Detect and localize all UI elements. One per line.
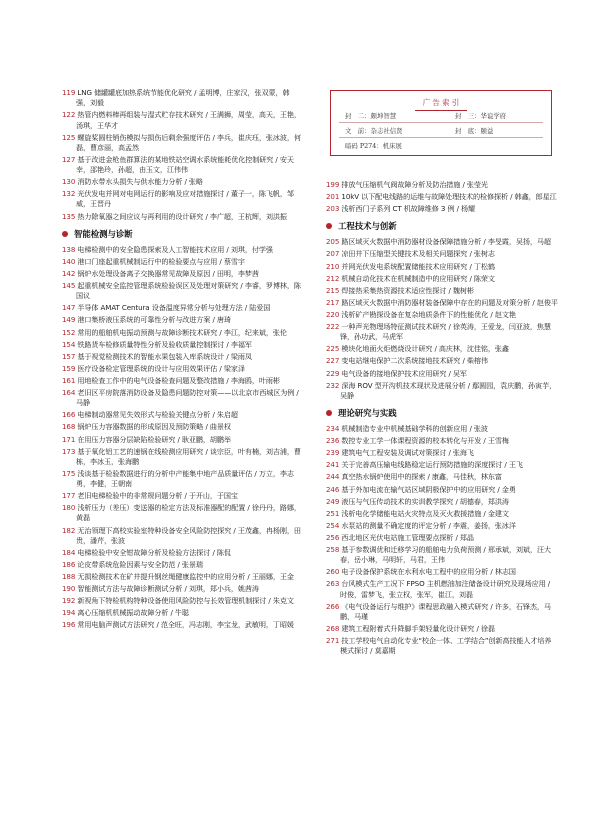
page-number: 207 (326, 249, 340, 259)
entry-title: 论皮带系统危险因素与安全防范 / 张景瑞 (77, 559, 203, 569)
page-number: 244 (326, 472, 340, 482)
page-number: 157 (62, 351, 76, 361)
toc-entry (326, 274, 558, 284)
bullet-dot-icon (326, 223, 332, 229)
entry-title: 锅炉水处理设备离子交换器常见故障及原因 / 田明，李梦茜 (77, 268, 259, 278)
page-number: 173 (62, 446, 76, 456)
ad-divider (339, 137, 543, 138)
toc-entry (326, 533, 558, 543)
ad-index-title: 广 告 索 引 (415, 95, 468, 111)
toc-entry (62, 410, 302, 420)
toc-entry (326, 602, 558, 622)
page-number: 251 (326, 508, 340, 518)
entry-title: 在用压力容器分层缺陷检验研究 / 耿亚鹏，胡鹏举 (77, 434, 231, 444)
page-number: 130 (62, 177, 76, 187)
page-number: 159 (62, 363, 76, 373)
page-number: 180 (62, 503, 76, 513)
toc-entry (62, 447, 302, 467)
section-title: 理论研究与实践 (338, 408, 397, 419)
entry-title: 智能测试方法与故障诊断测试分析 / 刘琪，郑小兵，姚茜涛 (77, 584, 259, 594)
toc-entry (326, 424, 558, 434)
toc-entry (326, 344, 558, 354)
entry-title: 液压与气压传动技术的实训教学探究 / 胡德春，郑洪涛 (341, 496, 509, 506)
ad-entry: 暗码 P274：机床展 (345, 142, 402, 150)
entry-title: 无治领理下高校实验室特种设备安全风险防控探究 / 王茂鑫，冉杨刚，田贵，潘芹，张波 (76, 525, 301, 545)
entry-title: 一种声光物理场特征测试技术研究 / 徐英涛，王爱龙，闫亚波，焦慧锋，孙功武，马虎军 (340, 322, 551, 342)
toc-entry (62, 189, 302, 209)
page-number: 246 (326, 484, 340, 494)
entry-title: 常用的船舶机电振动预测与故障诊断技术研究 / 李江，纪来斌，张伦 (77, 327, 287, 337)
entry-title: LNG 储罐罐底加热系统节能优化研究 / 孟明博，庄家汉，张双蒙，韩强，刘毅 (76, 88, 290, 108)
entry-title: 浅析西门子系列 CT 机故障维修 3 例 / 杨耀 (341, 204, 476, 214)
ad-entry: 文 前：杂志社信贤 (345, 127, 403, 135)
toc-entry (62, 88, 302, 108)
toc-entry (326, 180, 558, 190)
bullet-dot-icon (326, 410, 332, 416)
page-number: 205 (326, 237, 340, 247)
page-number: 256 (326, 532, 340, 542)
toc-entry (62, 110, 302, 130)
toc-entry (326, 448, 558, 458)
entry-title: 电气设备的接地保护技术应用研究 / 吴军 (341, 368, 467, 378)
bullet-dot-icon (62, 231, 68, 237)
toc-entry (326, 192, 558, 202)
toc-entry (62, 435, 302, 445)
entry-title: 铁路货车检修质量特性分析及验收质量控制探讨 / 李福军 (77, 339, 252, 349)
toc-entry (326, 472, 558, 482)
entry-title: 基于外加电流在输气站区域阴极保护中的应用研究 / 金勇 (341, 484, 516, 494)
page-number: 186 (62, 559, 76, 569)
entry-title: 光伏发电并网对电网运行的影响及应对措施探讨 / 董子一，陈飞帆，邹威，王晋丹 (76, 189, 294, 209)
toc-entry (62, 376, 302, 386)
entry-title: 焊接热采集热资源技术适应性探讨 / 魏树彬 (341, 285, 474, 295)
page-number: 229 (326, 368, 340, 378)
entry-list (62, 88, 302, 222)
page-number: 217 (326, 297, 340, 307)
toc-entry (62, 560, 302, 570)
page-number: 210 (326, 261, 340, 271)
entry-title: 基于氧化铝工艺的速锅在线检测应用研究 / 谈宗臣，叶有楠，刘吉浦，曹栋，李冰玉，张海鹏 (76, 446, 301, 466)
toc-entry (326, 545, 558, 565)
page-number: 138 (62, 244, 76, 254)
entry-title: 电梯制动器常见失效形式与检验关键点分析 / 朱启超 (77, 410, 238, 420)
page-number: 212 (326, 273, 340, 283)
page-number: 147 (62, 303, 76, 313)
entry-title: 起重机械安全监控管理系统检验误区及处理对策研究 / 李睿，罗博林，陈国议 (76, 281, 301, 301)
toc-entry (326, 381, 558, 401)
entry-title: 医疗设备检定管理系统的设计与应用效果评估 / 梁家泽 (77, 363, 245, 373)
toc-entry (62, 155, 302, 175)
section-heading (326, 220, 558, 232)
page-number: 119 (62, 88, 76, 97)
entry-title: 并网光伏发电系统配置储能技术应用研究 / 丁松鹤 (341, 261, 495, 271)
page-number: 142 (62, 268, 76, 278)
page-number: 268 (326, 623, 340, 633)
entry-title: 机械自动化技术在机械制造中的应用研究 / 陈荣文 (341, 273, 495, 283)
page-number: 127 (62, 154, 76, 164)
toc-entry (62, 281, 302, 301)
toc-entry (326, 521, 558, 531)
page-number: 215 (326, 285, 340, 295)
entry-list (326, 424, 558, 656)
entry-title: 离心压缩机机械振动故障分析 / 牛聪 (77, 608, 189, 618)
page-number: 164 (62, 388, 76, 398)
toc-entry (326, 485, 558, 495)
entry-title: 用地检查工作中的电气设备检查问题及整改措施 / 李海鸥，叶雨彬 (77, 375, 280, 385)
entry-title: 常用电脑声测试方法研究 / 范全旺，冯志刚，李宝龙，武敏明，丁昭媛 (77, 620, 294, 630)
page-number: 222 (326, 322, 340, 332)
toc-entry (326, 636, 558, 656)
toc-entry (62, 352, 302, 362)
toc-entry (62, 608, 302, 618)
entry-title: 电梯检测中的安全隐患探索及人工智能技术应用 / 刘琪，付学强 (77, 244, 273, 254)
page-number: 125 (62, 132, 76, 142)
page-number: 249 (326, 496, 340, 506)
entry-list (62, 245, 302, 631)
ad-entry: 封 二：颇坤智慧 (345, 112, 397, 120)
toc-entry (326, 322, 558, 342)
page-number: 199 (326, 180, 340, 189)
entry-title: 浅析电化学储能电站火灾特点及灭火救援措施 / 金建文 (341, 508, 509, 518)
page-number: 140 (62, 256, 76, 266)
entry-title: 路区域灭火数据中消防器材设备保障措施分析 / 李旻霞，吴扬，马超 (341, 237, 551, 247)
page-number: 149 (62, 315, 76, 325)
ad-entry: 封 三：华谊学府 (455, 112, 507, 120)
entry-title: 10kV 以下配电线路的运维与故障处理技术的检修探析 / 韩鑫，郎星江 (341, 192, 557, 202)
page-number: 227 (326, 356, 340, 366)
page-number: 154 (62, 339, 76, 349)
toc-entry (62, 388, 302, 408)
page-number: 168 (62, 422, 76, 432)
toc-entry (326, 497, 558, 507)
section-heading (326, 407, 558, 419)
page-number: 166 (62, 410, 76, 420)
entry-title: 浅析压力（差压）变送器的检定方法及标准器配的配置 / 徐丹丹，路娜，黄磊 (76, 503, 301, 523)
section-title: 智能检测与诊断 (74, 228, 133, 239)
toc-entry (326, 237, 558, 247)
page-number: 271 (326, 636, 340, 646)
entry-title: 《电气设备运行与维护》课程思政融入模式研究 / 许多，石锋杰，马鹏，马瑾 (340, 601, 551, 621)
page-number: 194 (62, 608, 76, 618)
page-number: 203 (326, 204, 340, 214)
entry-title: 锅炉压力容器数据的形成原因及预防策略 / 曲景权 (77, 422, 231, 432)
entry-title: 建筑工程附着式升降脚手架轻量化设计研究 / 徐磊 (341, 623, 495, 633)
entry-title: 模块化地面火炬燃烧设计研究 / 高庆林，沈佳铭，张鑫 (341, 344, 509, 354)
toc-entry (62, 469, 302, 489)
page-number: 184 (62, 547, 76, 557)
page-number: 171 (62, 434, 76, 444)
left-column (62, 88, 302, 633)
toc-entry (326, 579, 558, 599)
entry-title: 关于完善高压输电线路稳定运行预防措施的深度探讨 / 王飞 (341, 460, 523, 470)
page-number: 196 (62, 620, 76, 630)
page-number: 254 (326, 520, 340, 530)
entry-title: 无损检测技术在矿井提升钢丝绳健康监控中的应用分析 / 王丽娜，王金 (77, 572, 294, 582)
page-number: 258 (326, 544, 340, 554)
entry-title: 基于参数调优和迁移学习的船舶电力负荷预测 / 邢承斌，刘斌，汪大春，岳小琳，马明轩，马君，王伟 (340, 544, 551, 565)
entry-title: 数控专业工学一体课程资源的校本转化与开发 / 王雪梅 (341, 436, 509, 446)
entry-title: 技工学校电气自动化专业“校企一体、工学结合”创新高技能人才培养模式探讨 / 莫嘉期 (340, 636, 552, 656)
entry-title: 浅谈基于检验数据进行的分析中产能集中地产品质量评估 / 万立，李志勇，李健，王朝南 (76, 468, 294, 489)
toc-entry (326, 460, 558, 470)
toc-entry (62, 422, 302, 432)
ad-divider (339, 122, 543, 123)
page-number: 182 (62, 525, 76, 535)
ad-index-title-wrap (331, 90, 551, 111)
toc-entry (62, 303, 302, 313)
toc-entry (326, 310, 558, 320)
entry-title: 深海 ROV 型开沟机技术现状及进展分析 / 鄢圆园，袁庆鹏，孙寅芋，吴静 (340, 380, 557, 400)
entry-title: 西北地区光伏电站施工管理要点探析 / 郑晶 (341, 532, 474, 542)
entry-list (326, 237, 558, 401)
toc-entry (62, 572, 302, 582)
toc-entry (326, 249, 558, 259)
entry-title: 热管内燃料棒再组装与湿式贮存技术研究 / 王满狮，周莹，高天，王艳，汤琪，王华才 (76, 110, 301, 130)
page-number: 190 (62, 584, 76, 594)
entry-title: 基于视觉检测技术的智能水果包装入库系统设计 / 梁雨凤 (77, 351, 252, 361)
page-number: 263 (326, 579, 340, 589)
page-number: 239 (326, 448, 340, 458)
page-number: 241 (326, 460, 340, 470)
toc-entry (326, 298, 558, 308)
page-number: 225 (326, 344, 340, 354)
page-number: 260 (326, 567, 340, 577)
entry-title: 半导体 AMAT Centura 设备温度异常分析与处理方法 / 陆爱国 (77, 303, 271, 313)
page-number: 266 (326, 601, 340, 611)
section-title: 工程技术与创新 (338, 221, 397, 232)
toc-entry (62, 257, 302, 267)
entry-title: 螺旋桨圆柱销伤模拟与损伤后剩余强度评估 / 李兵，崔庆珏，张冰波，何磊，曹彦丽，高孟然 (76, 132, 301, 152)
entry-title: 老旧区平房院落消防设备及隐患问题防控对策——以北京市西城区为例 / 马静 (76, 388, 299, 408)
entry-title: 排放气压缩机气阀故障分析及防治措施 / 张莹光 (341, 180, 488, 189)
toc-entry (326, 356, 558, 366)
page-number: 232 (326, 380, 340, 390)
toc-entry (62, 245, 302, 255)
toc-entry (326, 262, 558, 272)
entry-list (326, 180, 558, 214)
toc-entry (62, 177, 302, 187)
ad-entry: 封 底：颐益 (455, 127, 494, 135)
toc-entry (62, 328, 302, 338)
entry-title: 热力除氧器之间应议与再利用的设计研究 / 李广超，王杭辉，刘洪振 (77, 211, 287, 221)
toc-entry (326, 509, 558, 519)
toc-entry (62, 491, 302, 501)
entry-title: 老旧电梯检验中的非常规问题分析 / 于开山，于国宝 (77, 491, 238, 501)
toc-entry (62, 620, 302, 630)
toc-entry (326, 567, 558, 577)
toc-entry (62, 133, 302, 153)
toc-entry (62, 584, 302, 594)
entry-title: 机械制造专业中机械基础学科的创新应用 / 张波 (341, 424, 488, 434)
page-number: 135 (62, 211, 76, 221)
page-number: 188 (62, 572, 76, 582)
page-number: 132 (62, 189, 76, 199)
entry-title: 路区域灭火数据中消防器材装备保障中存在的问题及对策分析 / 赵俊平 (341, 297, 558, 307)
entry-title: 浅析矿产勘探设备在复杂地质条件下的性能优化 / 赵文艳 (341, 309, 516, 319)
toc-entry (62, 364, 302, 374)
entry-title: 电梯检验中安全钳故障分析及检验方法探讨 / 陈侃 (77, 547, 231, 557)
entry-title: 港口集桥液压系统的可靠性分析与改进方案 / 唐琦 (77, 315, 231, 325)
toc-entry (326, 624, 558, 634)
toc-entry (326, 286, 558, 296)
toc-entry (62, 503, 302, 523)
page-number: 220 (326, 309, 340, 319)
section-heading (62, 228, 302, 240)
entry-title: 台风模式生产工况下 FPSO 主机燃油加注储备设计研究及现场应用 / 时俊，雷梦飞，张立权，张军，崔江，刘磊 (340, 579, 551, 599)
toc-entry (62, 526, 302, 546)
page-number: 175 (62, 468, 76, 478)
toc-entry (62, 315, 302, 325)
toc-entry (326, 369, 558, 379)
page-number: 192 (62, 596, 76, 606)
right-column (326, 180, 558, 658)
entry-title: 消防水带水头损失与供水能力分析 / 张略 (77, 177, 203, 187)
entry-title: 变电站继电保护二次系统接地技术研究 / 柴榕伟 (341, 356, 488, 366)
toc-entry (62, 548, 302, 558)
toc-entry (62, 212, 302, 222)
page-number: 152 (62, 327, 76, 337)
entry-title: 港口门座起重机械制运行中的检验要点与应用 / 蔡雪宇 (77, 256, 245, 266)
toc-entry (62, 596, 302, 606)
toc-entry (326, 436, 558, 446)
toc-entry (62, 340, 302, 350)
page-number: 177 (62, 491, 76, 501)
page-number: 234 (326, 424, 340, 434)
page-number: 122 (62, 110, 76, 120)
ad-index-box (330, 90, 552, 156)
entry-title: 凉田井下压缩型关键技术及相关问题探究 / 张树志 (341, 249, 495, 259)
page-number: 161 (62, 375, 76, 385)
entry-title: 基于改进金枪鱼群算法的某地铁站空调水系统能耗优化控制研究 / 安天幸，邵艳玲，孙超，由玉文，江伟伟 (76, 154, 294, 175)
entry-title: 新视角下特检机构特种设备使用风险防控与长效管理机制探讨 / 朱克文 (77, 596, 294, 606)
entry-title: 电子设备保护系统在水利水电工程中的应用分析 / 林志国 (341, 567, 516, 577)
toc-entry (326, 204, 558, 214)
toc-entry (62, 269, 302, 279)
page-number: 201 (326, 192, 340, 202)
entry-title: 水泵站的测量不确定度的评定分析 / 李震，姜扬，张冰洋 (341, 520, 516, 530)
page-number: 236 (326, 436, 340, 446)
page-number: 145 (62, 281, 76, 291)
entry-title: 建筑电气工程安装及调试对策探讨 / 张海飞 (341, 448, 474, 458)
entry-title: 真空热水锅炉使用中的探索 / 康鑫，马佳秋，林东富 (341, 472, 502, 482)
